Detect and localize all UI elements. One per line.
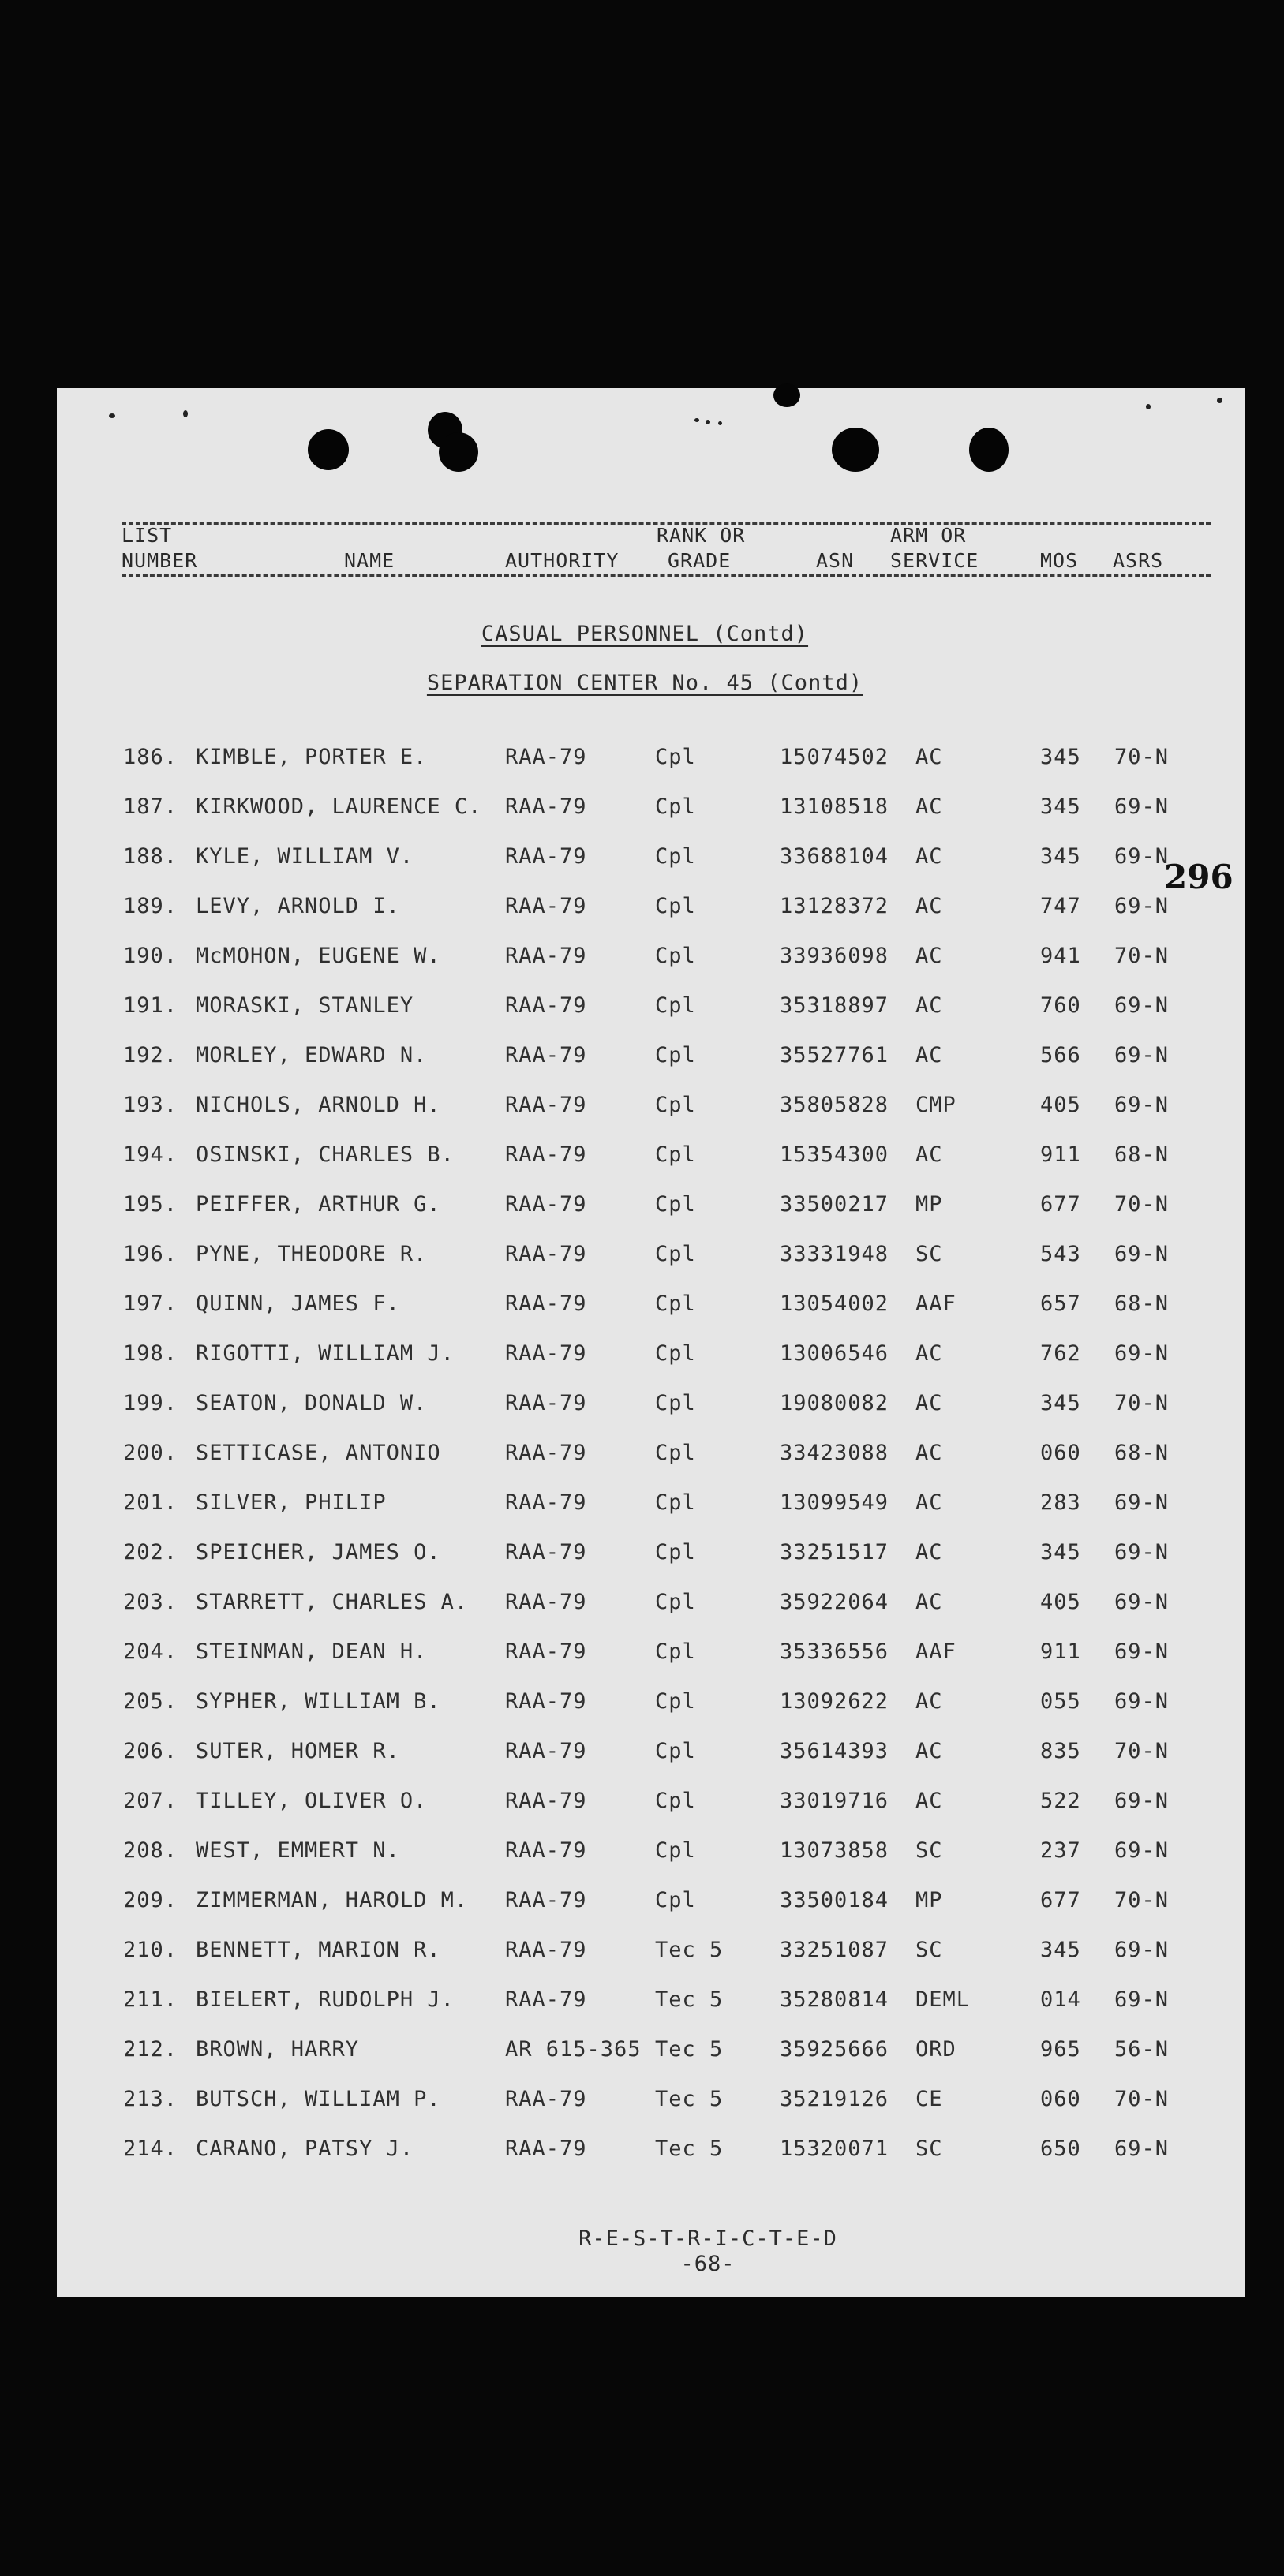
header-rank-line1: RANK OR <box>657 524 746 547</box>
cell-asrs: 70-N <box>1114 1739 1170 1763</box>
cell-grade: Cpl <box>655 1093 696 1117</box>
cell-service: AC <box>915 1739 943 1763</box>
cell-authority: RAA-79 <box>505 944 587 968</box>
cell-asn: 33688104 <box>780 844 889 869</box>
cell-mos: 911 <box>1040 1639 1081 1664</box>
cell-name: BENNETT, MARION R. <box>196 1938 441 1962</box>
cell-grade: Cpl <box>655 794 696 819</box>
cell-authority: RAA-79 <box>505 1043 587 1067</box>
cell-service: AC <box>915 894 943 918</box>
cell-authority: RAA-79 <box>505 1838 587 1863</box>
table-row <box>57 2137 1245 2168</box>
cell-asrs: 70-N <box>1114 1888 1170 1912</box>
cell-authority: RAA-79 <box>505 1888 587 1912</box>
cell-service: AAF <box>915 1292 956 1316</box>
cell-asrs: 69-N <box>1114 1987 1170 2012</box>
punch-hole <box>832 428 879 472</box>
punch-hole <box>773 383 800 407</box>
cell-service: AC <box>915 1043 943 1067</box>
cell-grade: Cpl <box>655 1043 696 1067</box>
cell-grade: Cpl <box>655 993 696 1018</box>
header-number: NUMBER <box>122 549 198 572</box>
cell-list-number: 204. <box>123 1639 178 1664</box>
table-row <box>57 1639 1245 1671</box>
cell-list-number: 198. <box>123 1341 178 1366</box>
cell-asn: 33500184 <box>780 1888 889 1912</box>
cell-authority: RAA-79 <box>505 1789 587 1813</box>
cell-asn: 35614393 <box>780 1739 889 1763</box>
cell-name: SEATON, DONALD W. <box>196 1391 428 1415</box>
cell-grade: Tec 5 <box>655 1987 724 2012</box>
cell-name: SETTICASE, ANTONIO <box>196 1441 441 1465</box>
cell-name: MORLEY, EDWARD N. <box>196 1043 428 1067</box>
speck <box>1146 404 1151 409</box>
cell-asrs: 69-N <box>1114 1938 1170 1962</box>
cell-asn: 35318897 <box>780 993 889 1018</box>
cell-list-number: 211. <box>123 1987 178 2012</box>
cell-asn: 13006546 <box>780 1341 889 1366</box>
cell-service: CMP <box>915 1093 956 1117</box>
cell-grade: Cpl <box>655 1142 696 1167</box>
cell-authority: RAA-79 <box>505 1192 587 1217</box>
cell-mos: 055 <box>1040 1689 1081 1714</box>
cell-asrs: 68-N <box>1114 1292 1170 1316</box>
header-rule-bottom <box>122 574 1211 577</box>
cell-asn: 35336556 <box>780 1639 889 1664</box>
cell-authority: RAA-79 <box>505 1292 587 1316</box>
header-arm-line1: ARM OR <box>890 524 967 547</box>
cell-name: PEIFFER, ARTHUR G. <box>196 1192 441 1217</box>
cell-asrs: 69-N <box>1114 794 1170 819</box>
cell-grade: Cpl <box>655 1391 696 1415</box>
cell-grade: Tec 5 <box>655 2137 724 2161</box>
cell-service: AC <box>915 844 943 869</box>
header-rank-line2: GRADE <box>668 549 732 572</box>
cell-name: TILLEY, OLIVER O. <box>196 1789 428 1813</box>
cell-asrs: 69-N <box>1114 1341 1170 1366</box>
cell-list-number: 199. <box>123 1391 178 1415</box>
cell-authority: RAA-79 <box>505 1490 587 1515</box>
cell-list-number: 214. <box>123 2137 178 2161</box>
table-row <box>57 1689 1245 1721</box>
table-row <box>57 1540 1245 1572</box>
cell-service: AAF <box>915 1639 956 1664</box>
cell-authority: RAA-79 <box>505 1242 587 1266</box>
cell-name: STEINMAN, DEAN H. <box>196 1639 428 1664</box>
cell-authority: RAA-79 <box>505 794 587 819</box>
cell-asrs: 70-N <box>1114 944 1170 968</box>
cell-list-number: 207. <box>123 1789 178 1813</box>
cell-list-number: 201. <box>123 1490 178 1515</box>
cell-grade: Cpl <box>655 1789 696 1813</box>
cell-mos: 345 <box>1040 745 1081 769</box>
table-row <box>57 1093 1245 1124</box>
cell-authority: RAA-79 <box>505 1441 587 1465</box>
cell-authority: RAA-79 <box>505 1590 587 1614</box>
cell-list-number: 200. <box>123 1441 178 1465</box>
cell-name: McMOHON, EUGENE W. <box>196 944 441 968</box>
table-row <box>57 944 1245 975</box>
cell-asrs: 70-N <box>1114 745 1170 769</box>
cell-asrs: 69-N <box>1114 2137 1170 2161</box>
speck <box>694 418 699 422</box>
table-row <box>57 1391 1245 1423</box>
cell-list-number: 203. <box>123 1590 178 1614</box>
cell-list-number: 213. <box>123 2087 178 2111</box>
cell-mos: 941 <box>1040 944 1081 968</box>
cell-service: SC <box>915 1242 943 1266</box>
table-row <box>57 1441 1245 1472</box>
punch-hole <box>308 429 349 470</box>
cell-list-number: 195. <box>123 1192 178 1217</box>
cell-name: OSINSKI, CHARLES B. <box>196 1142 455 1167</box>
cell-name: BUTSCH, WILLIAM P. <box>196 2087 441 2111</box>
cell-list-number: 197. <box>123 1292 178 1316</box>
cell-asn: 35925666 <box>780 2037 889 2062</box>
cell-service: CE <box>915 2087 943 2111</box>
cell-list-number: 193. <box>123 1093 178 1117</box>
cell-grade: Cpl <box>655 1242 696 1266</box>
cell-asrs: 70-N <box>1114 1391 1170 1415</box>
cell-name: SYPHER, WILLIAM B. <box>196 1689 441 1714</box>
cell-asn: 13092622 <box>780 1689 889 1714</box>
cell-grade: Cpl <box>655 1490 696 1515</box>
table-row <box>57 1341 1245 1373</box>
cell-asrs: 69-N <box>1114 1043 1170 1067</box>
table-row <box>57 1490 1245 1522</box>
cell-mos: 060 <box>1040 2087 1081 2111</box>
cell-grade: Cpl <box>655 1540 696 1565</box>
cell-name: LEVY, ARNOLD I. <box>196 894 400 918</box>
cell-list-number: 187. <box>123 794 178 819</box>
table-row <box>57 844 1245 876</box>
cell-grade: Cpl <box>655 844 696 869</box>
cell-mos: 345 <box>1040 1540 1081 1565</box>
cell-name: QUINN, JAMES F. <box>196 1292 400 1316</box>
cell-grade: Cpl <box>655 1838 696 1863</box>
cell-name: SILVER, PHILIP <box>196 1490 387 1515</box>
cell-asrs: 68-N <box>1114 1441 1170 1465</box>
cell-authority: RAA-79 <box>505 1987 587 2012</box>
cell-mos: 345 <box>1040 794 1081 819</box>
table-row <box>57 794 1245 826</box>
cell-asrs: 70-N <box>1114 2087 1170 2111</box>
cell-list-number: 190. <box>123 944 178 968</box>
header-arm-line2: SERVICE <box>890 549 979 572</box>
cell-mos: 014 <box>1040 1987 1081 2012</box>
punch-hole <box>439 432 478 472</box>
cell-authority: AR 615-365 <box>505 2037 642 2062</box>
cell-asn: 33019716 <box>780 1789 889 1813</box>
cell-asn: 35527761 <box>780 1043 889 1067</box>
cell-mos: 543 <box>1040 1242 1081 1266</box>
cell-grade: Cpl <box>655 1292 696 1316</box>
cell-authority: RAA-79 <box>505 1540 587 1565</box>
cell-asrs: 70-N <box>1114 1192 1170 1217</box>
cell-asn: 19080082 <box>780 1391 889 1415</box>
cell-asrs: 69-N <box>1114 1590 1170 1614</box>
cell-asn: 13108518 <box>780 794 889 819</box>
table-row <box>57 2037 1245 2069</box>
cell-grade: Cpl <box>655 1341 696 1366</box>
cell-name: CARANO, PATSY J. <box>196 2137 414 2161</box>
cell-asrs: 68-N <box>1114 1142 1170 1167</box>
header-asn: ASN <box>816 549 855 572</box>
header-asrs: ASRS <box>1113 549 1164 572</box>
cell-asn: 35219126 <box>780 2087 889 2111</box>
cell-service: AC <box>915 794 943 819</box>
cell-grade: Cpl <box>655 1888 696 1912</box>
cell-authority: RAA-79 <box>505 1938 587 1962</box>
cell-name: WEST, EMMERT N. <box>196 1838 400 1863</box>
cell-authority: RAA-79 <box>505 1689 587 1714</box>
cell-list-number: 196. <box>123 1242 178 1266</box>
cell-mos: 835 <box>1040 1739 1081 1763</box>
cell-authority: RAA-79 <box>505 1142 587 1167</box>
stamp-number: 296 <box>1164 858 1233 896</box>
cell-service: MP <box>915 1192 943 1217</box>
header-name: NAME <box>344 549 395 572</box>
cell-list-number: 212. <box>123 2037 178 2062</box>
cell-name: PYNE, THEODORE R. <box>196 1242 428 1266</box>
cell-name: RIGOTTI, WILLIAM J. <box>196 1341 455 1366</box>
table-row <box>57 1789 1245 1820</box>
cell-service: SC <box>915 1938 943 1962</box>
cell-asn: 33251087 <box>780 1938 889 1962</box>
document-page <box>57 388 1245 2297</box>
cell-asrs: 69-N <box>1114 844 1170 869</box>
cell-authority: RAA-79 <box>505 1739 587 1763</box>
speck <box>183 410 188 417</box>
cell-asrs: 56-N <box>1114 2037 1170 2062</box>
cell-list-number: 208. <box>123 1838 178 1863</box>
table-row <box>57 894 1245 925</box>
cell-service: AC <box>915 1441 943 1465</box>
cell-asn: 13099549 <box>780 1490 889 1515</box>
cell-list-number: 192. <box>123 1043 178 1067</box>
cell-authority: RAA-79 <box>505 993 587 1018</box>
cell-authority: RAA-79 <box>505 894 587 918</box>
cell-service: AC <box>915 1490 943 1515</box>
cell-grade: Cpl <box>655 1639 696 1664</box>
cell-asn: 15320071 <box>780 2137 889 2161</box>
cell-name: KYLE, WILLIAM V. <box>196 844 414 869</box>
cell-authority: RAA-79 <box>505 1391 587 1415</box>
cell-mos: 747 <box>1040 894 1081 918</box>
table-row <box>57 1739 1245 1770</box>
cell-authority: RAA-79 <box>505 1093 587 1117</box>
cell-service: MP <box>915 1888 943 1912</box>
section-title: CASUAL PERSONNEL (Contd) <box>481 622 809 646</box>
speck <box>1217 398 1222 403</box>
cell-name: KIRKWOOD, LAURENCE C. <box>196 794 482 819</box>
table-row <box>57 1292 1245 1323</box>
cell-name: NICHOLS, ARNOLD H. <box>196 1093 441 1117</box>
table-row <box>57 1142 1245 1174</box>
cell-asrs: 69-N <box>1114 1639 1170 1664</box>
table-row <box>57 1888 1245 1920</box>
cell-list-number: 202. <box>123 1540 178 1565</box>
cell-mos: 657 <box>1040 1292 1081 1316</box>
speck <box>109 413 115 418</box>
cell-asrs: 69-N <box>1114 993 1170 1018</box>
cell-asrs: 69-N <box>1114 1490 1170 1515</box>
cell-asrs: 69-N <box>1114 1689 1170 1714</box>
cell-mos: 345 <box>1040 1938 1081 1962</box>
cell-service: AC <box>915 1142 943 1167</box>
cell-service: AC <box>915 745 943 769</box>
cell-authority: RAA-79 <box>505 844 587 869</box>
cell-grade: Tec 5 <box>655 2037 724 2062</box>
cell-grade: Cpl <box>655 1192 696 1217</box>
cell-list-number: 209. <box>123 1888 178 1912</box>
cell-service: DEML <box>915 1987 971 2012</box>
cell-asn: 13073858 <box>780 1838 889 1863</box>
cell-name: KIMBLE, PORTER E. <box>196 745 428 769</box>
cell-service: AC <box>915 1341 943 1366</box>
cell-mos: 911 <box>1040 1142 1081 1167</box>
table-row <box>57 1838 1245 1870</box>
cell-service: AC <box>915 1540 943 1565</box>
cell-mos: 566 <box>1040 1043 1081 1067</box>
cell-service: AC <box>915 1689 943 1714</box>
cell-asn: 15074502 <box>780 745 889 769</box>
table-row <box>57 745 1245 776</box>
cell-mos: 762 <box>1040 1341 1081 1366</box>
cell-mos: 405 <box>1040 1093 1081 1117</box>
cell-mos: 677 <box>1040 1192 1081 1217</box>
header-mos: MOS <box>1040 549 1079 572</box>
cell-service: AC <box>915 1590 943 1614</box>
cell-grade: Tec 5 <box>655 2087 724 2111</box>
cell-asn: 33331948 <box>780 1242 889 1266</box>
footer-page-number: -68- <box>680 2252 736 2276</box>
cell-asrs: 69-N <box>1114 894 1170 918</box>
cell-mos: 677 <box>1040 1888 1081 1912</box>
cell-authority: RAA-79 <box>505 1639 587 1664</box>
cell-name: ZIMMERMAN, HAROLD M. <box>196 1888 469 1912</box>
cell-grade: Cpl <box>655 944 696 968</box>
table-row <box>57 993 1245 1025</box>
table-row <box>57 1242 1245 1273</box>
cell-grade: Tec 5 <box>655 1938 724 1962</box>
speck <box>706 420 710 424</box>
cell-name: SUTER, HOMER R. <box>196 1739 400 1763</box>
cell-name: BIELERT, RUDOLPH J. <box>196 1987 455 2012</box>
cell-asn: 33423088 <box>780 1441 889 1465</box>
cell-service: AC <box>915 944 943 968</box>
cell-service: ORD <box>915 2037 956 2062</box>
cell-list-number: 191. <box>123 993 178 1018</box>
cell-mos: 345 <box>1040 1391 1081 1415</box>
cell-asrs: 69-N <box>1114 1093 1170 1117</box>
cell-service: AC <box>915 993 943 1018</box>
cell-mos: 060 <box>1040 1441 1081 1465</box>
cell-grade: Cpl <box>655 1441 696 1465</box>
cell-grade: Cpl <box>655 1689 696 1714</box>
cell-name: BROWN, HARRY <box>196 2037 360 2062</box>
cell-mos: 522 <box>1040 1789 1081 1813</box>
cell-grade: Cpl <box>655 745 696 769</box>
cell-service: AC <box>915 1789 943 1813</box>
cell-service: SC <box>915 2137 943 2161</box>
cell-name: STARRETT, CHARLES A. <box>196 1590 469 1614</box>
table-row <box>57 1938 1245 1969</box>
table-row <box>57 1192 1245 1224</box>
cell-asn: 33500217 <box>780 1192 889 1217</box>
table-row <box>57 1987 1245 2019</box>
cell-authority: RAA-79 <box>505 745 587 769</box>
cell-mos: 345 <box>1040 844 1081 869</box>
table-row <box>57 2087 1245 2118</box>
cell-asrs: 69-N <box>1114 1242 1170 1266</box>
cell-grade: Cpl <box>655 894 696 918</box>
cell-name: MORASKI, STANLEY <box>196 993 414 1018</box>
section-subtitle: SEPARATION CENTER No. 45 (Contd) <box>426 671 863 695</box>
cell-mos: 283 <box>1040 1490 1081 1515</box>
cell-name: SPEICHER, JAMES O. <box>196 1540 441 1565</box>
punch-hole <box>969 428 1009 472</box>
cell-asn: 35805828 <box>780 1093 889 1117</box>
cell-list-number: 210. <box>123 1938 178 1962</box>
cell-asn: 13128372 <box>780 894 889 918</box>
cell-asn: 33251517 <box>780 1540 889 1565</box>
cell-asrs: 69-N <box>1114 1540 1170 1565</box>
cell-list-number: 189. <box>123 894 178 918</box>
cell-mos: 965 <box>1040 2037 1081 2062</box>
cell-asn: 35280814 <box>780 1987 889 2012</box>
header-list: LIST <box>122 524 173 547</box>
cell-asrs: 69-N <box>1114 1789 1170 1813</box>
cell-authority: RAA-79 <box>505 2087 587 2111</box>
cell-list-number: 188. <box>123 844 178 869</box>
cell-grade: Cpl <box>655 1739 696 1763</box>
cell-list-number: 194. <box>123 1142 178 1167</box>
cell-service: SC <box>915 1838 943 1863</box>
table-row <box>57 1043 1245 1075</box>
cell-mos: 237 <box>1040 1838 1081 1863</box>
footer-classification: R-E-S-T-R-I-C-T-E-D <box>578 2226 837 2251</box>
cell-grade: Cpl <box>655 1590 696 1614</box>
cell-authority: RAA-79 <box>505 2137 587 2161</box>
table-row <box>57 1590 1245 1621</box>
header-authority: AUTHORITY <box>505 549 620 572</box>
cell-mos: 650 <box>1040 2137 1081 2161</box>
cell-authority: RAA-79 <box>505 1341 587 1366</box>
cell-list-number: 186. <box>123 745 178 769</box>
cell-list-number: 206. <box>123 1739 178 1763</box>
speck <box>718 421 722 425</box>
cell-asn: 15354300 <box>780 1142 889 1167</box>
cell-list-number: 205. <box>123 1689 178 1714</box>
cell-asn: 35922064 <box>780 1590 889 1614</box>
cell-service: AC <box>915 1391 943 1415</box>
cell-mos: 405 <box>1040 1590 1081 1614</box>
cell-asn: 13054002 <box>780 1292 889 1316</box>
cell-asrs: 69-N <box>1114 1838 1170 1863</box>
cell-mos: 760 <box>1040 993 1081 1018</box>
cell-asn: 33936098 <box>780 944 889 968</box>
